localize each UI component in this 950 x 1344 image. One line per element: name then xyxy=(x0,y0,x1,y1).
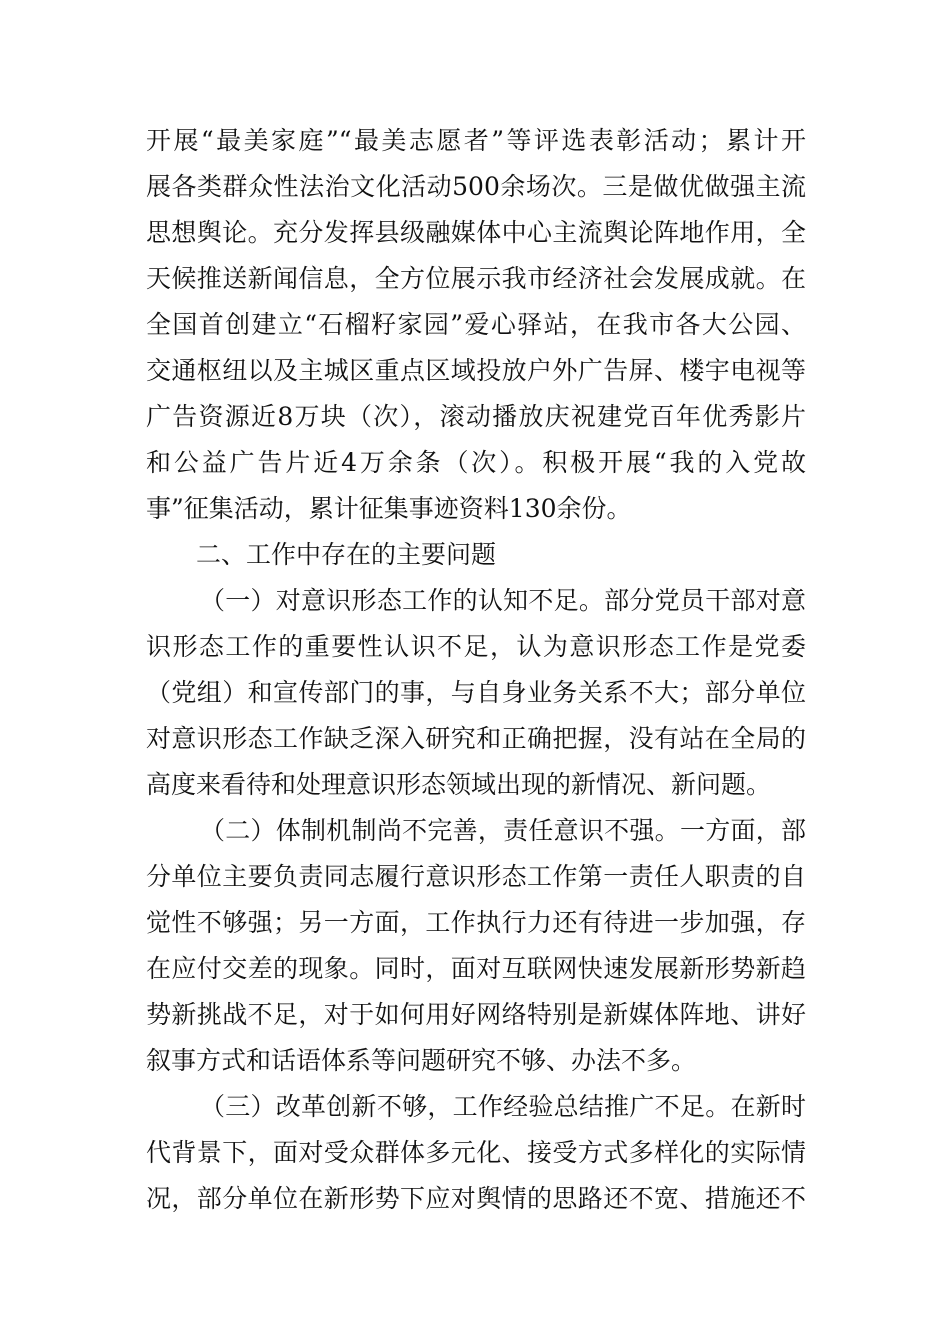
body-text-line: 识形态工作的重要性认识不足，认为意识形态工作是党委 xyxy=(146,632,806,661)
body-text-line: 势新挑战不足，对于如何用好网络特别是新媒体阵地、讲好 xyxy=(146,1000,806,1029)
section-heading: 二、工作中存在的主要问题 xyxy=(196,540,497,569)
body-text-line: 觉性不够强；另一方面，工作执行力还有待进一步加强，存 xyxy=(146,908,806,937)
body-text-line: 和公益广告片近4万余条（次）。积极开展“我的入党故 xyxy=(146,448,806,477)
body-text-line: 天候推送新闻信息，全方位展示我市经济社会发展成就。在 xyxy=(146,264,806,293)
body-text-line: 开展“最美家庭”“最美志愿者”等评选表彰活动；累计开 xyxy=(146,126,806,155)
body-text-line: 代背景下，面对受众群体多元化、接受方式多样化的实际情 xyxy=(146,1138,806,1167)
body-text-line: （一）对意识形态工作的认知不足。部分党员干部对意 xyxy=(200,586,806,615)
body-text-line: 思想舆论。充分发挥县级融媒体中心主流舆论阵地作用，全 xyxy=(146,218,806,247)
body-text-line: 广告资源近8万块（次），滚动播放庆祝建党百年优秀影片 xyxy=(146,402,806,431)
body-text-line: 交通枢纽以及主城区重点区域投放户外广告屏、楼宇电视等 xyxy=(146,356,806,385)
body-text-line: 况，部分单位在新形势下应对舆情的思路还不宽、措施还不 xyxy=(146,1184,806,1213)
body-text-line: （二）体制机制尚不完善，责任意识不强。一方面，部 xyxy=(200,816,806,845)
body-text-line: 事”征集活动，累计征集事迹资料130余份。 xyxy=(146,494,632,523)
body-text-line: （三）改革创新不够，工作经验总结推广不足。在新时 xyxy=(200,1092,806,1121)
body-text-line: （党组）和宣传部门的事，与自身业务关系不大；部分单位 xyxy=(146,678,806,707)
body-text-line: 对意识形态工作缺乏深入研究和正确把握，没有站在全局的 xyxy=(146,724,806,753)
body-text-line: 展各类群众性法治文化活动500余场次。三是做优做强主流 xyxy=(146,172,806,201)
body-text-line: 分单位主要负责同志履行意识形态工作第一责任人职责的自 xyxy=(146,862,806,891)
body-text-line: 全国首创建立“石榴籽家园”爱心驿站，在我市各大公园、 xyxy=(146,310,806,339)
body-text-line: 在应付交差的现象。同时，面对互联网快速发展新形势新趋 xyxy=(146,954,806,983)
body-text-line: 叙事方式和话语体系等问题研究不够、办法不多。 xyxy=(146,1046,697,1075)
body-text-line: 高度来看待和处理意识形态领域出现的新情况、新问题。 xyxy=(146,770,772,799)
